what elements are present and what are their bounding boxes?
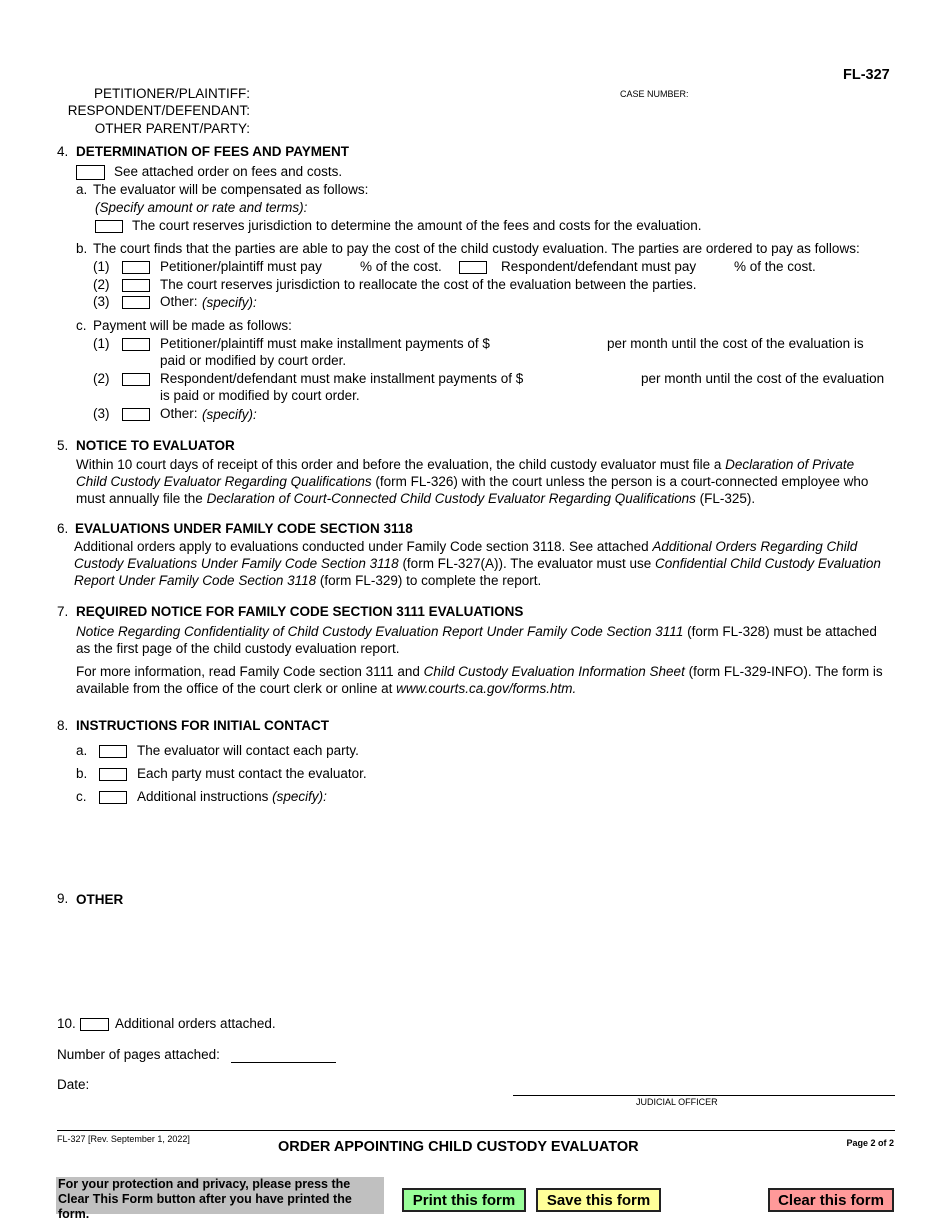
reserve-jurisdiction-fees-label: The court reserves jurisdiction to determine the amount of the fees and costs for the evaluation. [132,218,702,233]
attached-fees-order-checkbox[interactable] [76,165,105,180]
additional-instructions-checkbox[interactable] [99,791,127,804]
item-4c-text: Payment will be made as follows: [93,318,292,333]
item-4b-letter: b. [76,241,88,256]
section-4-title: DETERMINATION OF FEES AND PAYMENT [76,144,350,159]
installment-other-checkbox[interactable] [122,408,150,421]
petitioner-installment-continued: paid or modified by court order. [160,353,347,368]
additional-orders-label: Additional orders attached. [115,1016,276,1031]
evaluator-contacts-label: The evaluator will contact each party. [137,743,359,758]
clear-form-button[interactable]: Clear this form [768,1188,894,1212]
section-7-paragraph-2: For more information, read Family Code section 3111 and Child Custody Evaluation Information Sheet (form FL-329-INFO). The form is available from the office of the court clerk or online at www.courts.ca.gov/forms.htm. [76,664,883,696]
section-9-number: 9. [57,891,69,906]
section-6-title: EVALUATIONS UNDER FAMILY CODE SECTION 3118 [75,521,413,536]
petitioner-label: PETITIONER/PLAINTIFF: [93,86,250,101]
page-number: Page 2 of 2 [846,1138,894,1148]
form-title: ORDER APPOINTING CHILD CUSTODY EVALUATOR [278,1139,639,1155]
petitioner-installment-label: Petitioner/plaintiff must make installment payments of $ [160,336,490,351]
installment-other-specify: (specify): [202,407,257,422]
item-4a-specify: (Specify amount or rate and terms): [95,200,308,215]
section-5-body: Within 10 court days of receipt of this order and before the evaluation, the child custody evaluator must file a Declaration of Private Child Custody Evaluator Regarding Qualifications (form FL-326) with the court unless the person is a court-connected employee who must annually file the Declaration of Court-Connected Child Custody Evaluator Regarding Qualifications (FL-325). [76,457,869,506]
additional-instructions-label: Additional instructions (specify): [137,789,327,804]
additional-orders-checkbox[interactable] [80,1018,109,1031]
payment-other-label: Other: [160,294,198,309]
section-4-number: 4. [57,144,69,159]
petitioner-installment-checkbox[interactable] [122,338,150,351]
item-4c3-number: (3) [93,406,110,421]
reallocate-cost-label: The court reserves jurisdiction to reallocate the cost of the evaluation between the parties. [160,277,697,292]
item-4c-letter: c. [76,318,87,333]
item-4b2-number: (2) [93,277,110,292]
case-number-label: CASE NUMBER: [620,89,689,99]
respondent-installment-label: Respondent/defendant must make installment payments of $ [160,371,524,386]
item-8c-letter: c. [76,789,87,804]
item-4b-text: The court finds that the parties are able to pay the cost of the child custody evaluation. The parties are ordered to pay as follows: [93,241,860,256]
petitioner-installment-per-month: per month until the cost of the evaluation is [607,336,864,351]
respondent-installment-checkbox[interactable] [122,373,150,386]
petitioner-pay-checkbox[interactable] [122,261,150,274]
petitioner-pay-percent-label: % of the cost. [360,259,442,274]
item-4b1-number: (1) [93,259,110,274]
section-10-number: 10. [57,1016,76,1031]
respondent-pay-label: Respondent/defendant must pay [501,259,697,274]
form-revision: FL-327 [Rev. September 1, 2022] [57,1134,190,1144]
petitioner-pay-label: Petitioner/plaintiff must pay [160,259,322,274]
party-contacts-checkbox[interactable] [99,768,127,781]
other-parent-label: OTHER PARENT/PARTY: [94,121,250,136]
item-4c2-number: (2) [93,371,110,386]
section-6-number: 6. [57,521,69,536]
section-7-number: 7. [57,604,69,619]
section-7-paragraph-1: Notice Regarding Confidentiality of Child Custody Evaluation Report Under Family Code Section 3111 (form FL-328) must be attached as the first page of the child custody evaluation report. [76,624,877,656]
section-5-number: 5. [57,438,69,453]
payment-other-checkbox[interactable] [122,296,150,309]
attached-fees-order-label: See attached order on fees and costs. [114,164,343,179]
section-7-title: REQUIRED NOTICE FOR FAMILY CODE SECTION 3111 EVALUATIONS [76,604,524,619]
form-id: FL-327 [843,67,890,83]
item-8b-letter: b. [76,766,88,781]
evaluator-contacts-checkbox[interactable] [99,745,127,758]
respondent-pay-percent-label: % of the cost. [734,259,816,274]
section-6-body: Additional orders apply to evaluations conducted under Family Code section 3118. See attached Additional Orders Regarding Child Custody Evaluations Under Family Code Section 3118 (form FL-327(A)). The evaluator must use Confidential Child Custody Evaluation Report Under Family Code Section 3118 (form FL-329) to complete the report. [74,539,881,588]
item-4a-text: The evaluator will be compensated as follows: [93,182,369,197]
installment-other-label: Other: [160,406,198,421]
reallocate-cost-checkbox[interactable] [122,279,150,292]
reserve-jurisdiction-fees-checkbox[interactable] [95,220,123,233]
footer-divider [57,1130,895,1131]
respondent-pay-checkbox[interactable] [459,261,487,274]
judicial-officer-signature-line[interactable] [513,1095,895,1096]
section-8-number: 8. [57,718,69,733]
section-9-title: OTHER [76,892,124,907]
judicial-officer-label: JUDICIAL OFFICER [636,1097,718,1107]
payment-other-specify: (specify): [202,295,257,310]
respondent-installment-continued: is paid or modified by court order. [160,388,360,403]
privacy-note: For your protection and privacy, please press the Clear This Form button after you have printed the form. [56,1177,384,1214]
respondent-installment-per-month: per month until the cost of the evaluation [641,371,885,386]
section-5-title: NOTICE TO EVALUATOR [76,438,235,453]
pages-attached-label: Number of pages attached: [57,1047,220,1062]
item-4c1-number: (1) [93,336,110,351]
print-form-button[interactable]: Print this form [402,1188,526,1212]
item-4a-letter: a. [76,182,88,197]
item-8a-letter: a. [76,743,88,758]
item-4b3-number: (3) [93,294,110,309]
party-contacts-label: Each party must contact the evaluator. [137,766,367,781]
pages-attached-field[interactable] [231,1062,336,1063]
save-form-button[interactable]: Save this form [536,1188,661,1212]
respondent-label: RESPONDENT/DEFENDANT: [67,103,250,118]
date-label: Date: [57,1077,90,1092]
section-8-title: INSTRUCTIONS FOR INITIAL CONTACT [76,718,329,733]
